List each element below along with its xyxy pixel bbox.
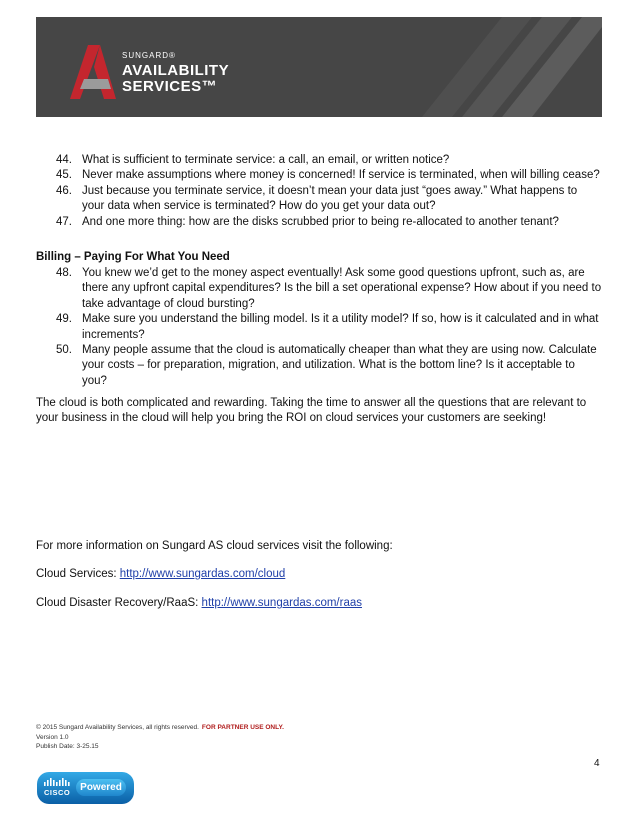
- conclusion-paragraph: The cloud is both complicated and rewarding. Taking the time to answer all the questions that are relevant to your business in the cloud will help you bring the ROI on cloud services your customers are seeking!: [36, 397, 587, 425]
- footer: [36, 723, 284, 752]
- disaster-recovery-link[interactable]: http://www.sungardas.com/raas: [201, 597, 362, 609]
- section-heading-billing: Billing – Paying For What You Need: [36, 251, 230, 263]
- cisco-powered-badge: [37, 772, 134, 804]
- brand-line-1: AVAILABILITY: [122, 62, 230, 79]
- sungard-logo: [70, 43, 270, 103]
- sungard-logo-mark: [70, 43, 118, 101]
- brand-line-2: SERVICES™: [122, 78, 218, 95]
- cloud-services-link[interactable]: http://www.sungardas.com/cloud: [119, 568, 286, 580]
- brand-small: SUNGARD®: [122, 51, 176, 60]
- list-item: 48. You knew we’d get to the money aspect eventually! Ask some good questions upfront, such as, are there any upfront capital expenditures? Is the bill a set operational expense? How about if you need to take advantage of cloud bursting?: [56, 267, 602, 310]
- page-number: 4: [594, 758, 600, 769]
- powered-label: Powered: [76, 779, 126, 796]
- more-info-text: For more information on Sungard AS cloud services visit the following:: [36, 540, 393, 552]
- list-item: 50. Many people assume that the cloud is automatically cheaper than what they are using now. Calculate your costs – for preparation, migration, and utilization. What is the bottom line? Is it acceptable to you?: [56, 344, 597, 387]
- cisco-wordmark: CISCO: [44, 788, 71, 797]
- cloud-services-label: Cloud Services:: [36, 568, 120, 580]
- copyright-text: © 2015 Sungard Availability Services, all rights reserved.: [36, 724, 199, 731]
- disaster-recovery-label: Cloud Disaster Recovery/RaaS:: [36, 597, 202, 609]
- diagonal-stripes: [422, 17, 602, 117]
- questions-list-b: [36, 266, 602, 389]
- list-item: 44. What is sufficient to terminate service: a call, an email, or written notice?: [56, 154, 450, 166]
- list-item: 45. Never make assumptions where money is concerned! If service is terminated, when will billing cease?: [56, 169, 600, 182]
- cisco-bars-icon: [44, 778, 70, 787]
- publish-date-text: Publish Date: 3-25.15: [36, 743, 99, 751]
- list-item: 46. Just because you terminate service, it doesn’t mean your data just “goes away.” What happens to your data when service is terminated? How do you get your data out?: [56, 184, 578, 213]
- version-text: Version 1.0: [36, 733, 69, 741]
- questions-list-a: [36, 153, 602, 230]
- header-banner: [36, 17, 602, 117]
- list-item: 49. Make sure you understand the billing model. Is it a utility model? If so, how is it calculated and in what increments?: [56, 313, 599, 341]
- disaster-recovery-line: [36, 596, 602, 611]
- cloud-services-line: [36, 567, 602, 582]
- partner-notice: FOR PARTNER USE ONLY.: [201, 724, 284, 731]
- list-item: 47. And one more thing: how are the disks scrubbed prior to being re-allocated to another tenant?: [56, 215, 559, 228]
